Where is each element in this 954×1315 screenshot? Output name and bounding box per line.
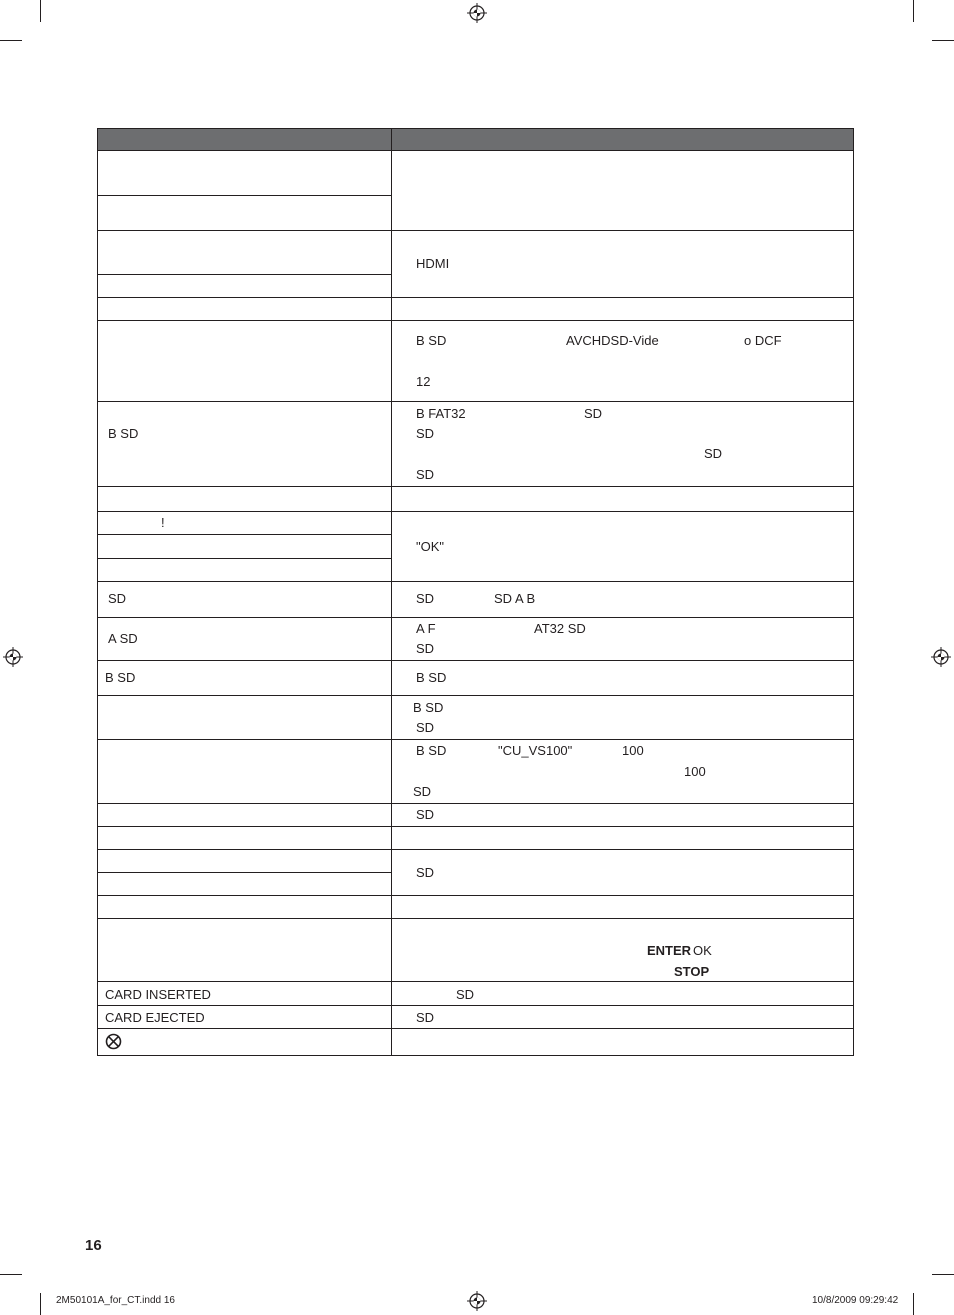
- cell-text: SD: [413, 784, 432, 799]
- row-divider: [97, 274, 392, 275]
- row-divider: [97, 534, 392, 535]
- cell-text: 100: [622, 743, 644, 758]
- cell-text: SD: [416, 807, 435, 822]
- registration-mark-icon: [931, 647, 951, 667]
- registration-mark-icon: [467, 1291, 487, 1311]
- row-divider: [97, 918, 854, 919]
- cell-text: SD: [416, 467, 435, 482]
- crop-mark: [913, 1293, 914, 1315]
- row-divider: [97, 230, 854, 231]
- cell-text: B SD: [108, 426, 139, 441]
- row-divider: [97, 695, 854, 696]
- row-divider: [97, 486, 854, 487]
- crop-mark: [0, 1274, 22, 1275]
- cell-text: SD: [416, 865, 435, 880]
- cell-text: 100: [684, 764, 706, 779]
- cell-text: A SD: [108, 631, 138, 646]
- column-divider: [391, 128, 392, 1056]
- cell-text: SD: [416, 720, 435, 735]
- row-divider: [97, 981, 854, 982]
- crop-mark: [913, 0, 914, 22]
- cell-text: SD: [456, 987, 475, 1002]
- row-divider: [97, 320, 854, 321]
- row-divider: [97, 826, 854, 827]
- cell-text: B FAT32: [416, 406, 466, 421]
- table-border: [97, 128, 98, 1056]
- stop-button-label: STOP: [674, 964, 710, 979]
- row-divider: [97, 872, 392, 873]
- crop-mark: [40, 1293, 41, 1315]
- crop-mark: [932, 40, 954, 41]
- cell-text: CARD INSERTED: [105, 987, 211, 1002]
- cell-text: CARD EJECTED: [105, 1010, 205, 1025]
- cell-text: A F: [416, 621, 436, 636]
- prohibited-icon: [105, 1033, 122, 1050]
- row-divider: [97, 511, 854, 512]
- cell-text: OK: [693, 943, 712, 958]
- row-divider: [97, 660, 854, 661]
- cell-text: "OK": [416, 539, 445, 554]
- row-divider: [97, 849, 854, 850]
- table-border: [853, 128, 854, 1056]
- table-header: [97, 128, 854, 151]
- cell-text: o DCF: [744, 333, 782, 348]
- cell-text: SD: [416, 1010, 435, 1025]
- registration-mark-icon: [3, 647, 23, 667]
- cell-text: SD A B: [494, 591, 536, 606]
- cell-text: SD: [416, 641, 435, 656]
- cell-text: B SD: [105, 670, 136, 685]
- row-divider: [97, 739, 854, 740]
- cell-text: SD: [108, 591, 127, 606]
- row-divider: [97, 581, 854, 582]
- row-divider: [97, 297, 854, 298]
- row-divider: [97, 803, 854, 804]
- row-divider: [97, 617, 854, 618]
- row-divider: [97, 1028, 854, 1029]
- cell-text: AVCHDSD-Vide: [566, 333, 659, 348]
- crop-mark: [0, 40, 22, 41]
- cell-text: B SD: [416, 670, 447, 685]
- cell-text: 12: [416, 374, 431, 389]
- cell-text: SD: [704, 446, 723, 461]
- cell-text: SD: [416, 426, 435, 441]
- cell-text: SD: [584, 406, 603, 421]
- footer-file: 2M50101A_for_CT.indd 16: [56, 1295, 175, 1306]
- row-divider: [97, 1005, 854, 1006]
- cell-text: HDMI: [416, 256, 450, 271]
- registration-mark-icon: [467, 3, 487, 23]
- row-divider: [97, 401, 854, 402]
- row-divider: [97, 895, 854, 896]
- row-divider: [97, 195, 392, 196]
- cell-text: AT32 SD: [534, 621, 586, 636]
- crop-mark: [40, 0, 41, 22]
- footer-datetime: 10/8/2009 09:29:42: [812, 1295, 899, 1306]
- crop-mark: [932, 1274, 954, 1275]
- enter-button-label: ENTER: [647, 943, 692, 958]
- row-divider: [97, 558, 392, 559]
- cell-text: !: [161, 515, 165, 530]
- table-border: [97, 1055, 854, 1056]
- cell-text: "CU_VS100": [498, 743, 573, 758]
- cell-text: SD: [416, 591, 435, 606]
- page-number: 16: [85, 1237, 102, 1254]
- cell-text: B SD: [416, 333, 447, 348]
- cell-text: B SD: [416, 743, 447, 758]
- cell-text: B SD: [413, 700, 444, 715]
- troubleshooting-table: [97, 128, 854, 1056]
